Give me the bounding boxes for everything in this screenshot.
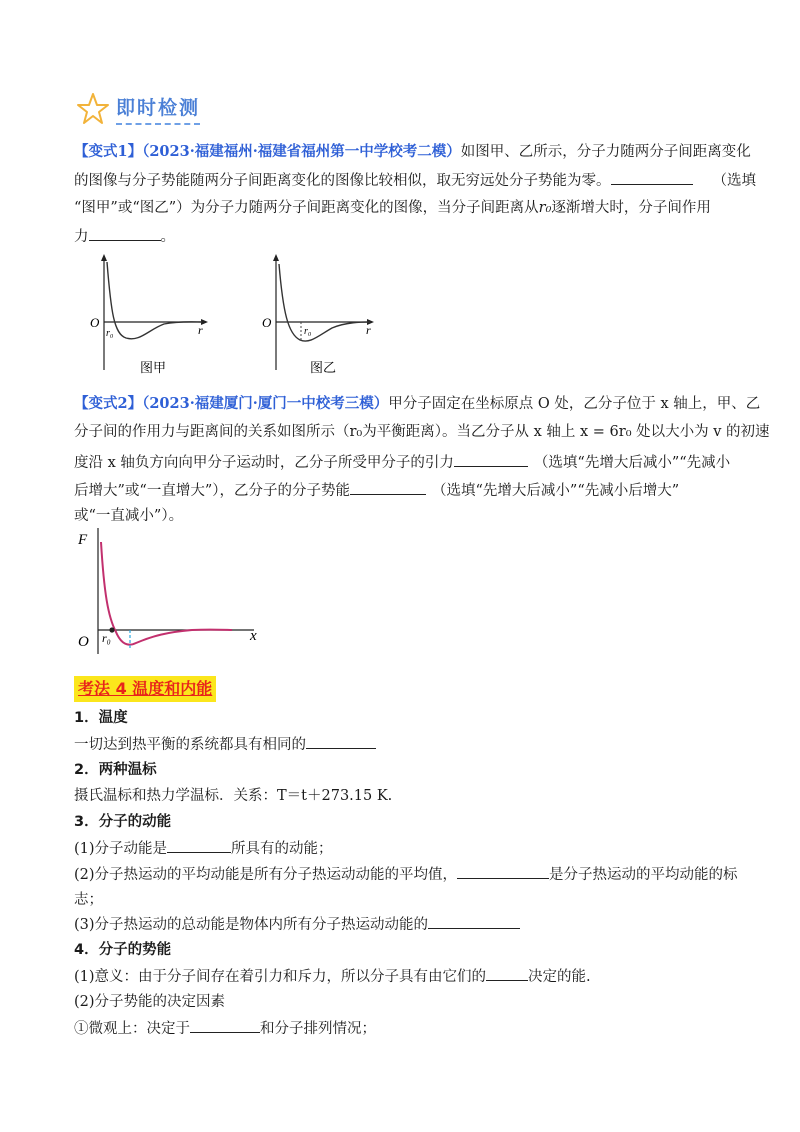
fig-left-r0-label: r₀ <box>106 328 114 339</box>
sec-h1: 1．温度 <box>74 710 128 726</box>
q2-line4: 后增大”或“一直增大”），乙分子的分子势能 （选填“先增大后减小”“先减小后增大” <box>74 480 679 501</box>
sec-h2: 2．两种温标 <box>74 762 157 778</box>
sec-blank-4[interactable] <box>428 914 520 929</box>
q1-line3: “图甲”或“图乙”）为分子力随两分子间距离变化的图像，当分子间距离从r₀逐渐增大时，分子间作用 <box>74 200 711 216</box>
fig-left-r-label: r <box>198 323 203 337</box>
fig-left-curve <box>107 262 202 339</box>
sec-p6: (1)意义：由于分子间存在着引力和斥力，所以分子具有由它们的 决定的能. <box>74 966 591 987</box>
heading-title: 即时检测 <box>116 93 200 125</box>
q1-figures <box>84 252 404 380</box>
fig-left-origin-label: O <box>90 315 100 330</box>
sec-p4: (2)分子热运动的平均动能是所有分子热运动动能的平均值， 是分子热运动的平均动能的标 <box>74 864 738 885</box>
sec-p4c: 志； <box>74 892 103 908</box>
q2-r0-label: r₀ <box>102 631 111 645</box>
q2-line5: 或“一直减小”）。 <box>74 508 184 524</box>
q1-line4: 力 。 <box>74 226 175 247</box>
sec-h4: 4．分子的势能 <box>74 942 172 958</box>
q1-line1: 【变式1】（2023·福建福州·福建省福州第一中学校考二模）如图甲、乙所示，分子力随两分子间距离变化 <box>74 143 751 160</box>
fig-right-graph <box>262 254 374 375</box>
sec-p1: 一切达到热平衡的系统都具有相同的 <box>74 734 376 755</box>
q1-line2: 的图像与分子势能随两分子间距离变化的图像比较相似，取无穷远处分子势能为零。 （选填 <box>74 170 756 191</box>
sec-blank-1[interactable] <box>306 734 376 749</box>
q2-x-label: x <box>250 628 257 644</box>
q2-force-graph <box>72 522 272 658</box>
sec-p3: (1)分子动能是 所具有的动能； <box>74 838 333 859</box>
q2-f-label: F <box>78 532 88 548</box>
fig-left-graph <box>90 254 208 375</box>
section-heading <box>76 92 200 126</box>
sec-blank-3[interactable] <box>457 864 549 879</box>
section-title-bar: 考法 4 温度和内能 <box>74 676 216 702</box>
fig-right-origin-label: O <box>262 315 272 330</box>
fig-right-y-arrow <box>273 254 279 261</box>
fig-right-caption: 图乙 <box>310 360 337 375</box>
fig-right-r-label: r <box>366 323 371 337</box>
q2-force-curve <box>101 542 232 645</box>
sec-p7: (2)分子势能的决定因素 <box>74 994 226 1010</box>
q1-blank-1[interactable] <box>611 170 693 185</box>
q2-blank-1[interactable] <box>454 452 528 467</box>
fig-left-y-arrow <box>101 254 107 261</box>
q2-line1: 【变式2】（2023·福建厦门·厦门一中校考三模）甲分子固定在坐标原点 O 处，乙分子位于 x 轴上，甲、乙 <box>74 395 761 412</box>
q2-origin-label: O <box>78 634 89 650</box>
sec-blank-6[interactable] <box>190 1018 260 1033</box>
q2-blank-2[interactable] <box>350 480 426 495</box>
sec-p2: 摄氏温标和热力学温标．关系：T＝t＋273.15 K. <box>74 788 393 804</box>
sec-blank-5[interactable] <box>486 966 528 981</box>
fig-right-curve <box>279 264 370 341</box>
q2-line3: 度沿 x 轴负方向向甲分子运动时，乙分子所受甲分子的引力 （选填“先增大后减小”“先减小 <box>74 452 730 473</box>
fig-right-r0-label: r₀ <box>304 326 312 337</box>
star-icon <box>76 92 110 126</box>
q2-line2: 分子间的作用力与距离间的关系如图所示（r₀为平衡距离）。当乙分子从 x 轴上 x = 6r₀ 处以大小为 v 的初速 <box>74 424 770 440</box>
sec-h3: 3．分子的动能 <box>74 814 172 830</box>
fig-left-caption: 图甲 <box>140 360 167 375</box>
sec-p8: ①微观上：决定于 和分子排列情况； <box>74 1018 376 1039</box>
q1-blank-2[interactable] <box>89 226 161 241</box>
sec-blank-2[interactable] <box>167 838 231 853</box>
sec-p5: (3)分子热运动的总动能是物体内所有分子热运动动能的 <box>74 914 520 935</box>
